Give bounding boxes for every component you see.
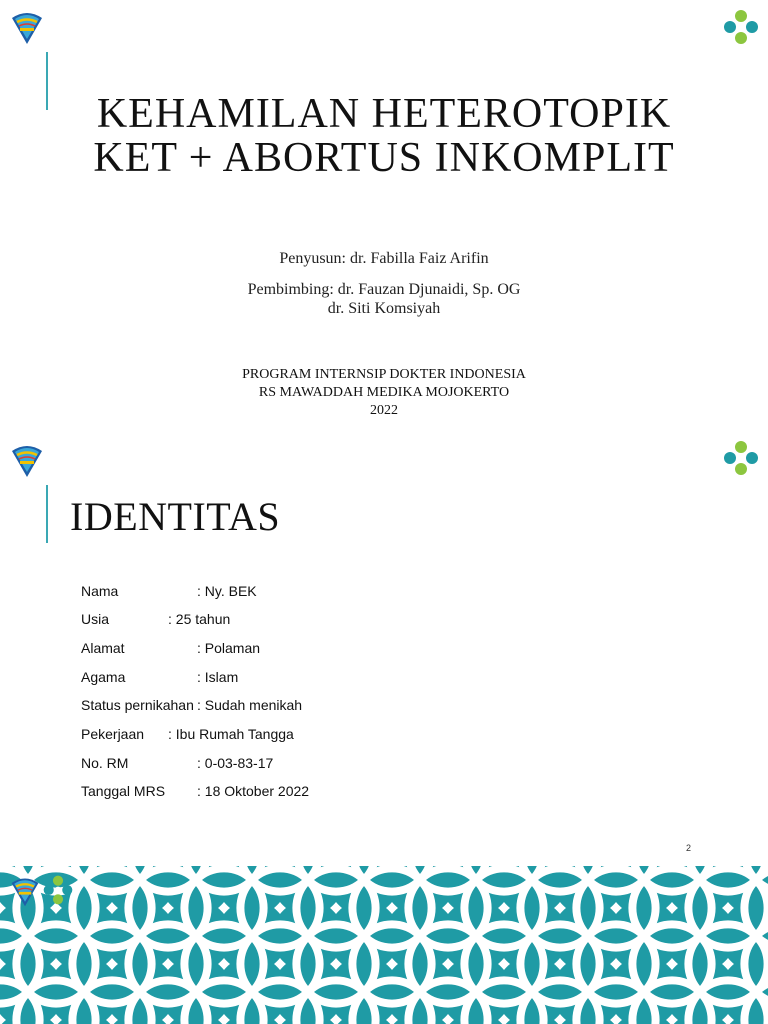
identity-value: : 0-03-83-17 <box>197 755 274 771</box>
bakti-husada-emblem-icon <box>8 874 42 908</box>
kemenkes-logo-icon <box>42 874 74 906</box>
year: 2022 <box>370 403 398 418</box>
bakti-husada-emblem-icon <box>8 441 46 479</box>
title-line-1: KEHAMILAN HETEROTOPIK <box>96 91 672 137</box>
bakti-husada-emblem-icon <box>8 8 46 46</box>
page-number: 2 <box>686 843 692 853</box>
slide-title: IDENTITAS <box>70 494 281 539</box>
kemenkes-logo-icon <box>722 439 760 477</box>
identity-label: No. RM <box>81 755 129 771</box>
identity-value: : 25 tahun <box>168 611 231 627</box>
ring-pattern-background <box>0 866 768 1024</box>
identity-label: Alamat <box>81 640 125 656</box>
identity-label: Usia <box>81 611 110 627</box>
title-line-2: KET + ABORTUS INKOMPLIT <box>93 135 675 181</box>
kemenkes-logo-icon <box>722 8 760 46</box>
identity-value: : 18 Oktober 2022 <box>197 783 310 799</box>
identity-label: Agama <box>81 669 126 685</box>
identity-label: Pekerjaan <box>81 726 145 742</box>
author: Penyusun: dr. Fabilla Faiz Arifin <box>279 250 489 267</box>
identity-slide <box>0 433 768 865</box>
identity-value: : Ibu Rumah Tangga <box>168 726 294 742</box>
identity-value: : Sudah menikah <box>197 697 303 713</box>
identity-label: Tanggal MRS <box>81 783 166 799</box>
identity-value: : Polaman <box>197 640 261 656</box>
identity-label: Status pernikahan <box>81 697 194 713</box>
supervisor-2: dr. Siti Komsiyah <box>327 300 441 317</box>
section-slide-pattern <box>0 866 768 1024</box>
identity-value: : Islam <box>197 669 239 685</box>
hospital-name: RS MAWADDAH MEDIKA MOJOKERTO <box>258 385 510 400</box>
accent-bar <box>46 485 48 543</box>
title-slide <box>0 0 768 432</box>
identity-label: Nama <box>81 583 119 599</box>
presentation-title <box>0 92 768 180</box>
program-name: PROGRAM INTERNSIP DOKTER INDONESIA <box>242 367 526 382</box>
identity-value: : Ny. BEK <box>197 583 257 599</box>
supervisor-1: Pembimbing: dr. Fauzan Djunaidi, Sp. OG <box>247 281 521 298</box>
